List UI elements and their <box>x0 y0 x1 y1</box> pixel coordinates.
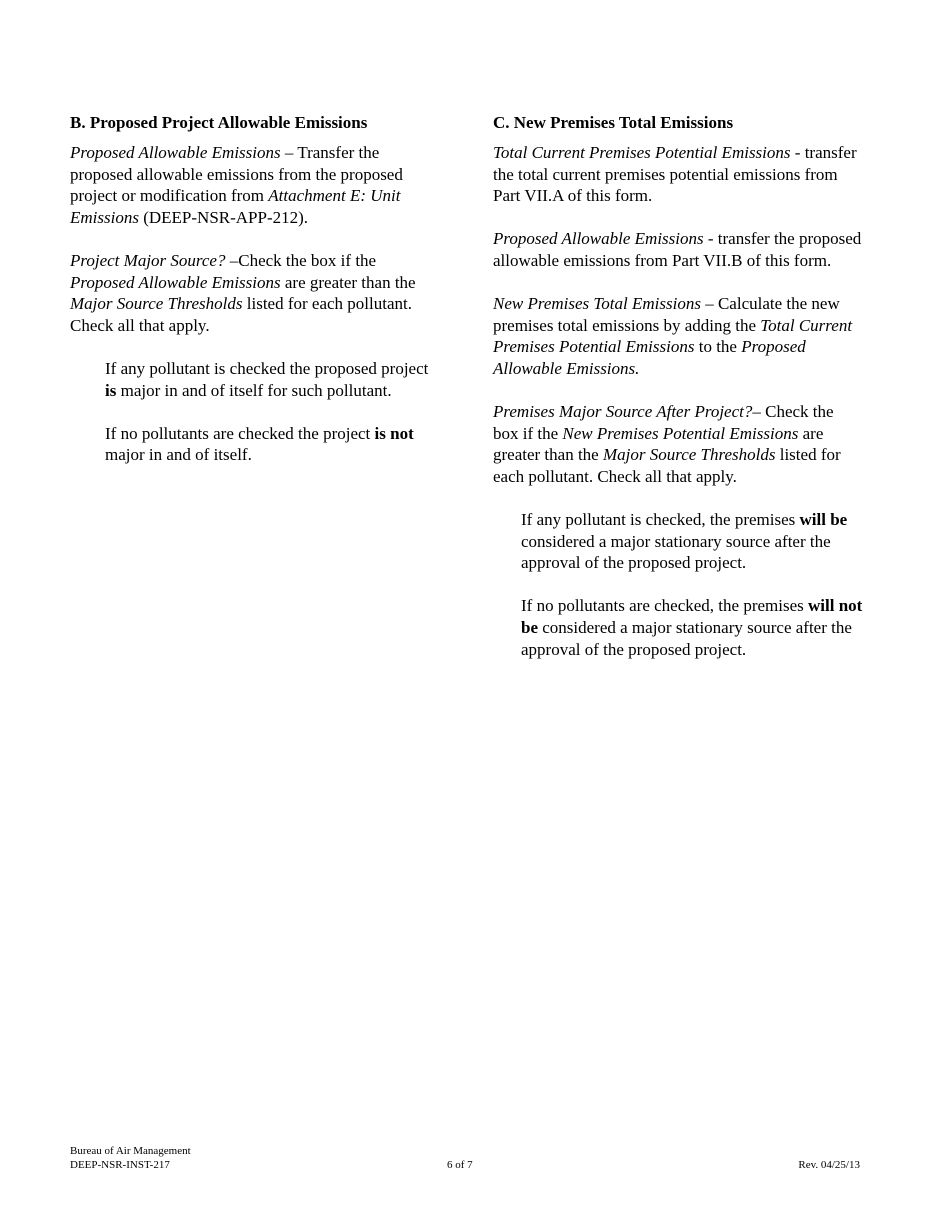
footer-page-number: 6 of 7 <box>447 1159 473 1171</box>
section-c-heading: C. New Premises Total Emissions <box>493 113 734 132</box>
section-c-if-checked-note: If any pollutant is checked, the premises will be considered a major stationary source after the approval of the proposed project. <box>521 510 848 573</box>
section-c-proposed-allowable-emissions: Proposed Allowable Emissions - transfer the proposed allowable emissions from Part VII.B of this form. <box>493 229 862 270</box>
section-c-new-premises-total-emissions: New Premises Total Emissions – Calculate the new premises total emissions by adding the Total Current Premises Potential Emissions to the Proposed Allowable Emissions. <box>493 294 853 378</box>
section-c-total-current-emissions: Total Current Premises Potential Emissions - transfer the total current premises potential emissions from Part VII.A of this form. <box>493 143 857 206</box>
section-b-heading: B. Proposed Project Allowable Emissions <box>70 113 368 132</box>
footer-agency: Bureau of Air Management <box>70 1145 191 1157</box>
section-b-project-major-source: Project Major Source? –Check the box if the Proposed Allowable Emissions are greater than the Major Source Thresholds listed for each pollutant. Check all that apply. <box>70 250 416 335</box>
section-b <box>70 112 442 488</box>
footer-doc-id: DEEP-NSR-INST-217 <box>70 1158 170 1171</box>
footer-left <box>70 1145 191 1172</box>
section-b-if-checked-note: If any pollutant is checked the proposed project is major in and of itself for such pollutant. <box>105 358 429 400</box>
section-c-premises-major-source: Premises Major Source After Project?– Check the box if the New Premises Potential Emissions are greater than the Major Source Thresholds listed for each pollutant. Check all that apply. <box>493 402 841 486</box>
footer-revision: Rev. 04/25/13 <box>798 1159 860 1171</box>
section-b-proposed-allowable-emissions: Proposed Allowable Emissions – Transfer the proposed allowable emissions from the proposed project or modification from Attachment E: Unit Emissions (DEEP-NSR-APP-212). <box>70 143 403 227</box>
section-b-if-not-checked-note: If no pollutants are checked the project is not major in and of itself. <box>105 423 414 465</box>
section-c-if-not-checked-note: If no pollutants are checked, the premises will not be considered a major stationary source after the approval of the proposed project. <box>521 596 863 659</box>
section-c <box>493 112 863 682</box>
